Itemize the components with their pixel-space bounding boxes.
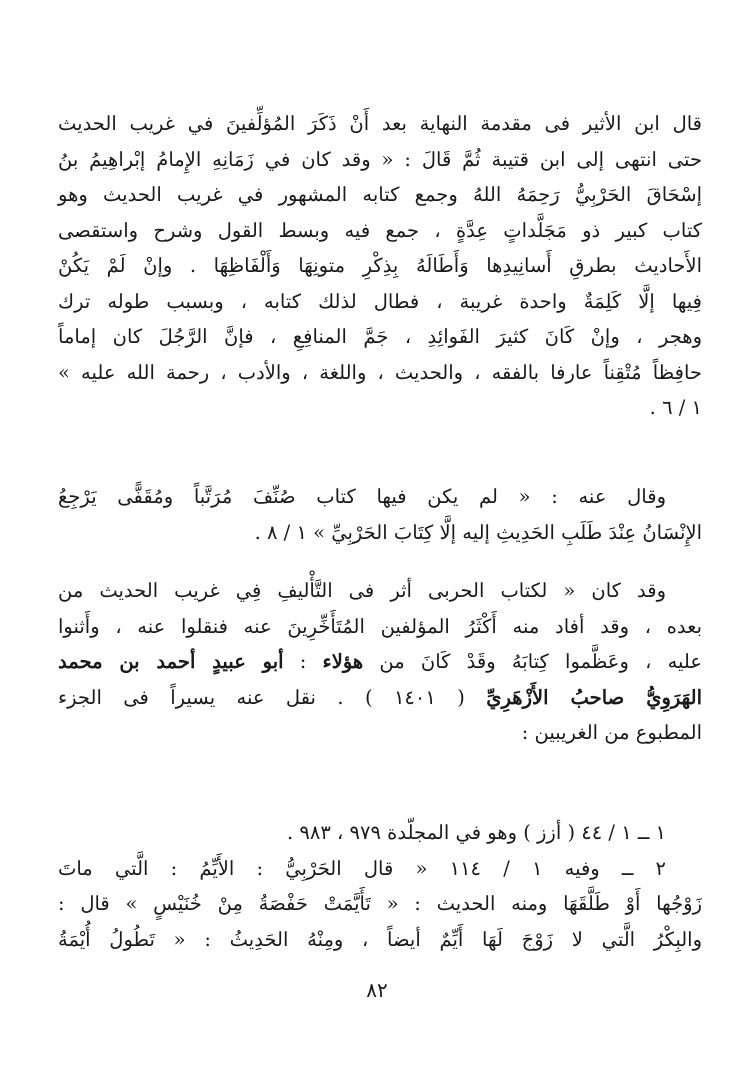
text-line: المطبوع من الغريبين : bbox=[521, 721, 702, 744]
text-line: فِيها إلَّا كَلِمَةٌ واحدة غريبة ، فطال لذلك كتابه ، وبسبب طوله ترك bbox=[58, 289, 702, 313]
text-line: وقال عنه : « لم يكن فيها كتاب صُنِّفَ مُرَتَّباً ومُقَفًّى يَرْجِعُ bbox=[58, 485, 666, 508]
reference-item-1: ١ ــ ١ / ٤٤ ( أزز ) وهو في المجلّدة ٩٧٩ ، ٩٨٣ . bbox=[286, 821, 666, 844]
numbered-references bbox=[58, 815, 702, 957]
text-line: الأَحاديث بطرقِ أَسانِيدِها وَأَطَالَهُ بِذِكْرِ متونِهَا وَأَلْفَاظِهَا . وإنْ لَمْ يَكُنْ bbox=[58, 254, 702, 277]
bold-name: أبو عبيدٍ أحمد بن محمد bbox=[58, 650, 284, 673]
text-line: حافِظاً مُتْقِناً عارفا بالفقه ، والحديث ، واللغة ، والأدب ، رحمة الله عليه » bbox=[58, 360, 702, 384]
text-line: بعده ، وقد أفاد منه أَكْثَرُ المؤلفين المُتَأَخِّرِينَ عنه فنقلوا عنه ، وأَثنوا bbox=[58, 614, 702, 638]
text-line: إسْحَاقَ الحَرْبِيُّ رَحِمَهُ اللهُ وجمع كتابه المشهور في غريب الحديث وهو bbox=[58, 183, 702, 206]
text-line: ١ / ٦ . bbox=[649, 396, 702, 419]
text-line: وقد كان « لكتاب الحربى أثر فى التَّأْليفِ فِي غريب الحديث من bbox=[58, 579, 666, 602]
reference-item-2: ٢ ــ وفيه ١ / ١١٤ « قال الحَرْبِيُّ : الأَيِّمُ : الَّتي ماتَ bbox=[58, 856, 666, 880]
text-line: وهجر ، وإنْ كَانَ كثيرَ الفَوائِدِ ، جَمَّ المنافِعِ ، فإنَّ الرَّجُلَ كان إماماً bbox=[58, 325, 702, 348]
text-line: والبِكْرُ الَّتي لا زَوْجَ لَهَا أَيِّمٌ أيضاً ، ومِنْهُ الحَدِيثُ : « تَطُولُ أُيْمَةُ bbox=[58, 927, 702, 951]
text-line: حتى انتهى إلى ابن قتيبة ثُمَّ قَالَ : « وقد كان في زَمَانِهِ الإِمامُ إبْراهِيمُ بنُ bbox=[58, 147, 702, 171]
paragraph-second-quote bbox=[58, 479, 702, 550]
page-number: ٨٢ bbox=[366, 978, 388, 1002]
paragraph-influence bbox=[58, 573, 702, 751]
text-line: زَوْجُها أَوْ طَلَّقَهَا ومنه الحديث : « تَأَيَّمَتْ حَفْصَةُ مِنْ خُنَيْسٍ » قال : bbox=[58, 892, 702, 915]
text-line-with-bold-name: الهَرَوِيُّ صاحبُ الأَزْهَرِيِّ ( ١٤٠١ ) . نقل عنه يسيراً فى الجزء bbox=[58, 685, 702, 709]
text-line: قال ابن الأثير فى مقدمة النهاية بعد أَنْ ذَكَرَ المُؤلِّفينَ في غريب الحديث bbox=[58, 112, 702, 135]
text-line: كتاب كبير ذو مَجَلَّداتٍ عِدَّةٍ ، جمع فيه وبسط القول وشرح واستقصى bbox=[58, 218, 702, 242]
bold-name: الهَرَوِيُّ صاحبُ الأَزْهَرِيِّ bbox=[486, 685, 702, 709]
text-line: الإِنْسَانُ عِنْدَ طَلَبِ الحَدِيثِ إليه إلَّا كِتَابَ الحَرْبِيِّ » ١ / ٨ . bbox=[254, 520, 702, 544]
text-line-with-bold-name: عليه ، وعَظَّموا كِتابَهُ وقَدْ كَانَ من هؤلاء : أبو عبيدٍ أحمد بن محمد bbox=[58, 650, 702, 673]
bold-name: هؤلاء bbox=[322, 650, 364, 673]
paragraph-ibn-al-athir-quote bbox=[58, 106, 702, 426]
